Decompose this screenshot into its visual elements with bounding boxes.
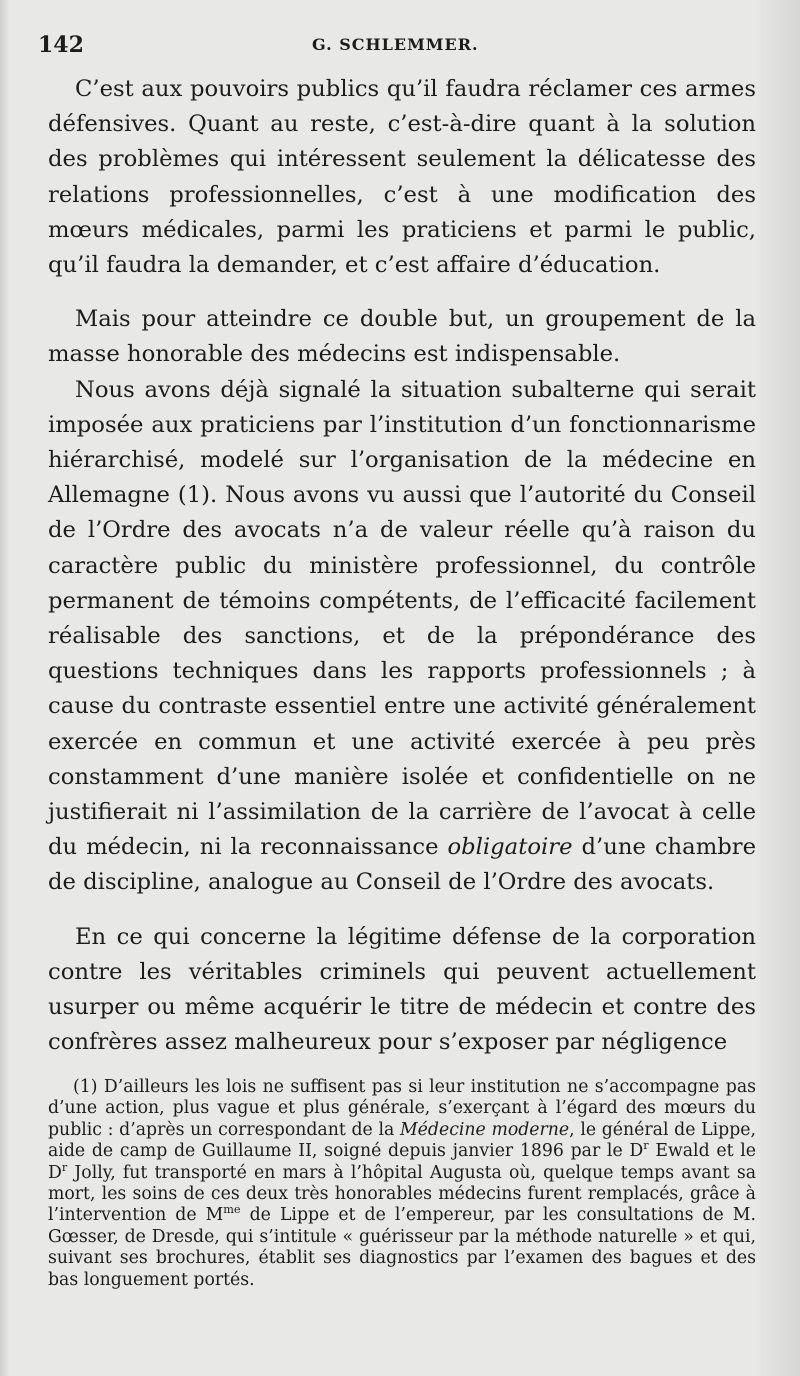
italic-obligatoire: obligatoire xyxy=(447,834,573,861)
footnote-text-4: Jolly, fut transporté en mars à l’hôpital Augusta où, quelque temps avant sa mort, les soins de ces deux très honorables médecins furent remplacés, grâce à l’intervention de M xyxy=(48,1162,756,1226)
footnote-1 xyxy=(48,1077,756,1291)
paragraph-4: En ce qui concerne la légitime défense de la corporation contre les véritables criminels qui peuvent actuellement usurper ou même acquérir le titre de médecin et contre des confrères assez malheureux pour s’exposer par négligence xyxy=(48,923,756,1056)
page-right-shadow xyxy=(754,0,800,1376)
footnote-text-2: , le général de Lippe, aide de camp de Guillaume II, soigné depuis janvier 1896 par le D xyxy=(48,1119,756,1162)
page-number: 142 xyxy=(38,32,84,58)
paragraph-3-text-b: d’une chambre de discipline, analogue au Conseil de l’Ordre des avocats. xyxy=(48,834,756,896)
footnote-sup-dr-1: r xyxy=(643,1139,649,1153)
paragraph-2: Mais pour atteindre ce double but, un groupement de la masse honorable des médecins est indispensable. xyxy=(48,306,756,368)
footnote-journal-title: Médecine moderne xyxy=(399,1119,570,1140)
main-text xyxy=(48,72,756,1060)
paragraph-1: C’est aux pouvoirs publics qu’il faudra réclamer ces armes défensives. Quant au reste, c’est-à-dire quant à la solution des problèmes qui intéressent seulement la délicatesse des relations professionnelles, c’est à une modification des mœurs médicales, parmi les praticiens et parmi le public, qu’il faudra la demander, et c’est affaire d’éducation. xyxy=(48,76,756,279)
footnote-sup-mme: me xyxy=(223,1203,241,1217)
running-head: G. SCHLEMMER. xyxy=(312,35,479,54)
footnote-text-5: de Lippe et de l’empereur, par les consultations de M. Gœsser, de Dresde, qui s’intitule « guérisseur par la méthode naturelle » et qui, suivant ses brochures, établit ses diagnostics par l’examen des bagues et des bas longuement portés. xyxy=(48,1205,756,1290)
paragraph-3 xyxy=(48,373,756,901)
page-left-shadow xyxy=(0,0,10,1376)
footnote xyxy=(48,1077,756,1291)
page-header xyxy=(38,32,758,62)
paragraph-3-text-a: Nous avons déjà signalé la situation subalterne qui serait imposée aux praticiens par l’institution d’un fonctionnarisme hiérarchisé, modelé sur l’organisation de la médecine en Allemagne (1). Nous avons vu aussi que l’autorité du Conseil de l’Ordre des avocats n’a de valeur réelle qu’à raison du caractère public du ministère professionnel, du contrôle permanent de témoins compétents, de l’efficacité facilement réalisable des sanctions, et de la prépondérance des questions techniques dans les rapports professionnels ; à cause du contraste essentiel entre une activité généralement exercée en commun et une activité exercée à peu près constamment d’une manière isolée et confidentielle on ne justifierait ni l’assimilation de la carrière de l’avocat à celle du médecin, ni la reconnaissance xyxy=(48,376,756,861)
footnote-sup-dr-2: r xyxy=(61,1160,68,1174)
footnote-text-3: Ewald et le D xyxy=(48,1141,756,1183)
footnote-text-1: (1) D’ailleurs les lois ne suffisent pas si leur institution ne s’accompagne pas d’une action, plus vague et plus générale, s’exerçant à l’égard des mœurs du public : d’après un correspondant de la xyxy=(48,1077,756,1140)
